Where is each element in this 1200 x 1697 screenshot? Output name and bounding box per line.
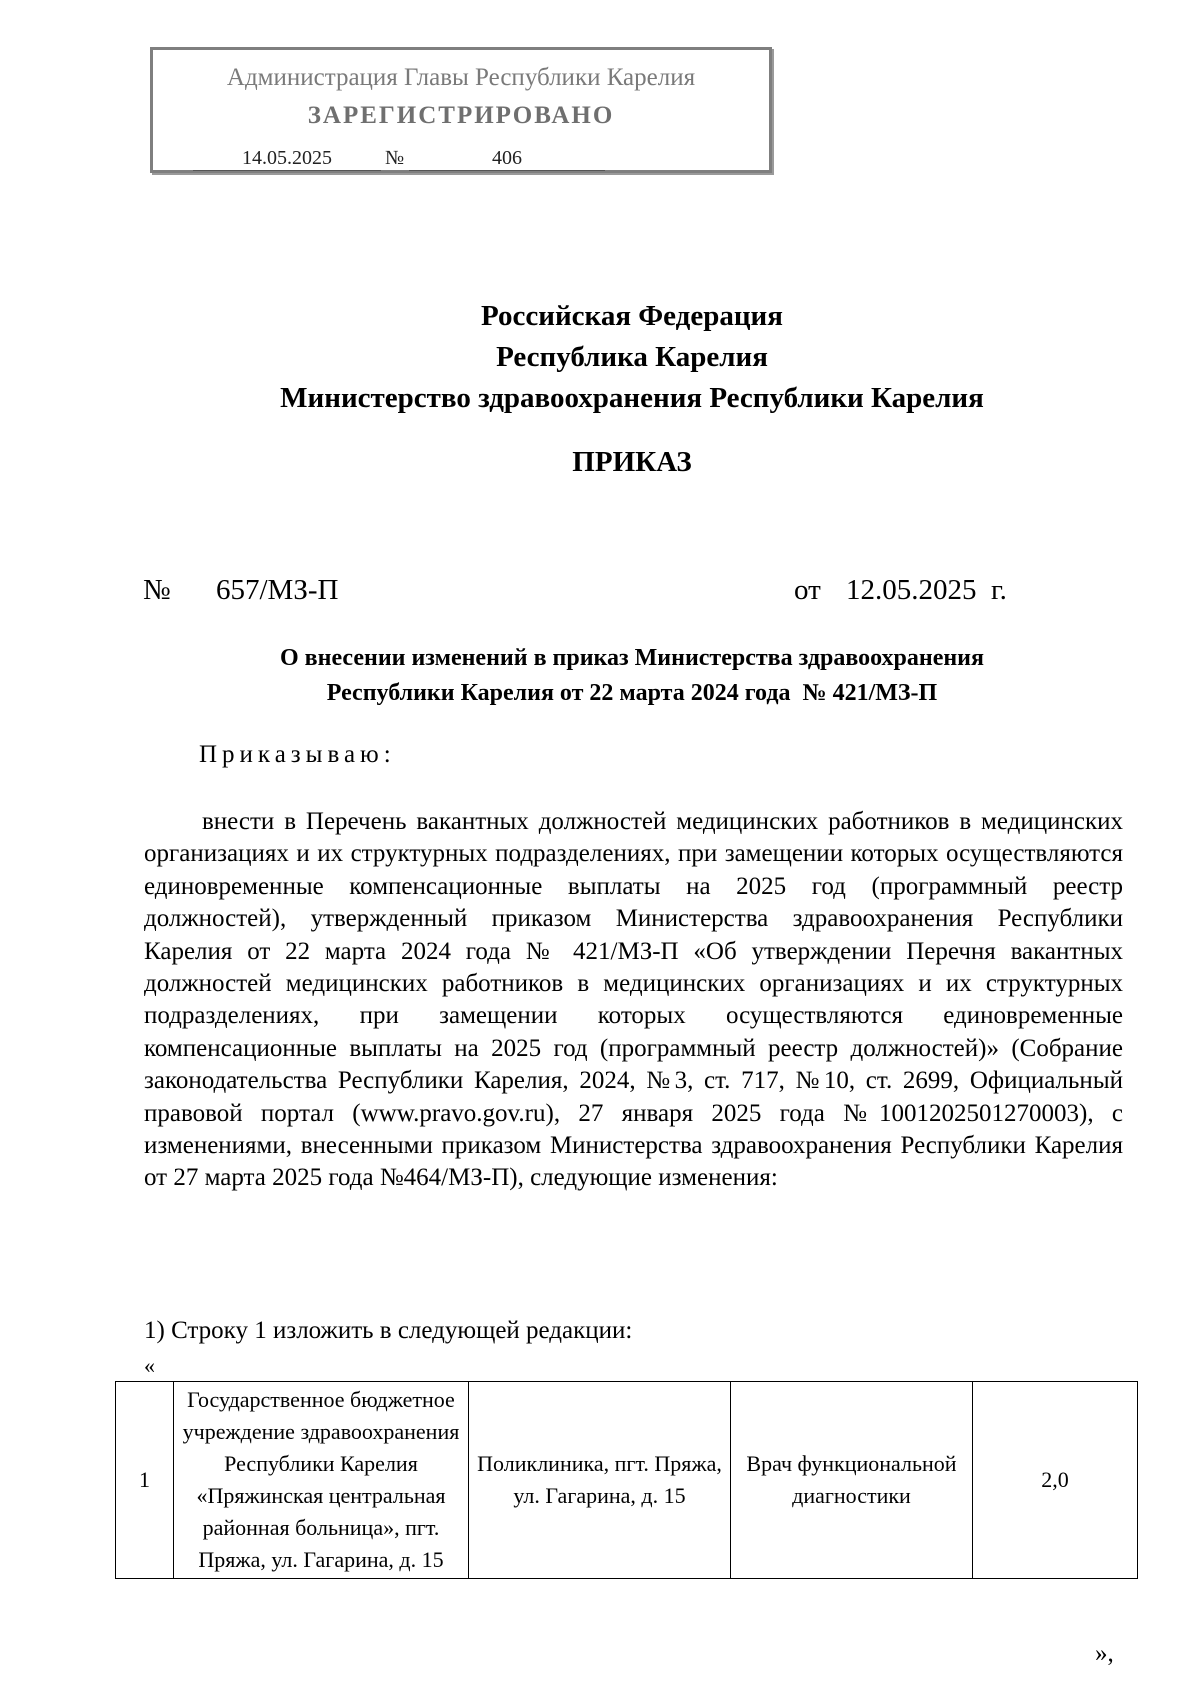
order-directive: Приказываю: <box>199 741 396 768</box>
stamp-authority: Администрация Главы Республики Карелия <box>226 64 696 91</box>
header-country: Российская Федерация <box>481 300 783 332</box>
cell-organization: Государственное бюджетное учреждение здравоохранения Республики Карелия «Пряжинская центральная районная больница», пгт. Пряжа, ул. Гагарина, д. 15 <box>174 1382 469 1579</box>
order-number: 657/МЗ-П <box>216 574 339 606</box>
quote-open: « <box>144 1353 155 1378</box>
header-ministry: Министерство здравоохранения Республики Карелия <box>280 382 984 414</box>
stamp-registered-label: ЗАРЕГИСТРИРОВАНО <box>307 102 615 129</box>
stamp-date: 14.05.2025 <box>193 146 381 171</box>
stamp-number: 406 <box>409 146 605 171</box>
header-republic: Республика Карелия <box>496 341 768 373</box>
cell-position: Врач функциональной диагностики <box>731 1382 973 1579</box>
stamp-number-label: № <box>385 147 405 169</box>
amendment-item-1: 1) Строку 1 изложить в следующей редакции: <box>144 1317 633 1344</box>
cell-unit: Поликлиника, пгт. Пряжа, ул. Гагарина, д. 15 <box>469 1382 731 1579</box>
document-title-line2: Республики Карелия от 22 марта 2024 года № 421/МЗ-П <box>326 680 938 706</box>
cell-rate: 2,0 <box>973 1382 1138 1579</box>
cell-number: 1 <box>116 1382 174 1579</box>
registration-stamp <box>150 47 772 173</box>
table-row <box>116 1382 1138 1579</box>
quote-close: », <box>1095 1640 1114 1667</box>
document-title-line1: О внесении изменений в приказ Министерства здравоохранения <box>279 645 984 671</box>
order-date-prefix: от <box>794 574 821 606</box>
order-body-paragraph: внести в Перечень вакантных должностей медицинских работников в медицинских организациях и их структурных подразделениях, при замещении которых осуществляются единовременные компенсационные выплаты на 2025 год (программный реестр должностей), утвержденный приказом Министерства здравоохранения Республики Карелия от 22 марта 2024 года № 421/МЗ-П «Об утверждении Перечня вакантных должностей медицинских работников в медицинских организациях и их структурных подразделениях, при замещении которых осуществляются единовременные компенсационные выплаты на 2025 год (программный реестр должностей)» (Собрание законодательства Республики Карелия, 2024, №3, ст. 717, №10, ст. 2699, Официальный правовой портал (www.pravo.gov.ru), 27 января 2025 года №1001202501270003), с изменениями, внесенными приказом Министерства здравоохранения Республики Карелия от 27 марта 2025 года №464/МЗ-П), следующие изменения: <box>144 808 1123 1192</box>
order-number-label: № <box>143 574 171 606</box>
order-date: 12.05.2025 г. <box>846 574 1007 606</box>
amendment-table <box>115 1381 1138 1579</box>
document-type: ПРИКАЗ <box>572 446 692 478</box>
